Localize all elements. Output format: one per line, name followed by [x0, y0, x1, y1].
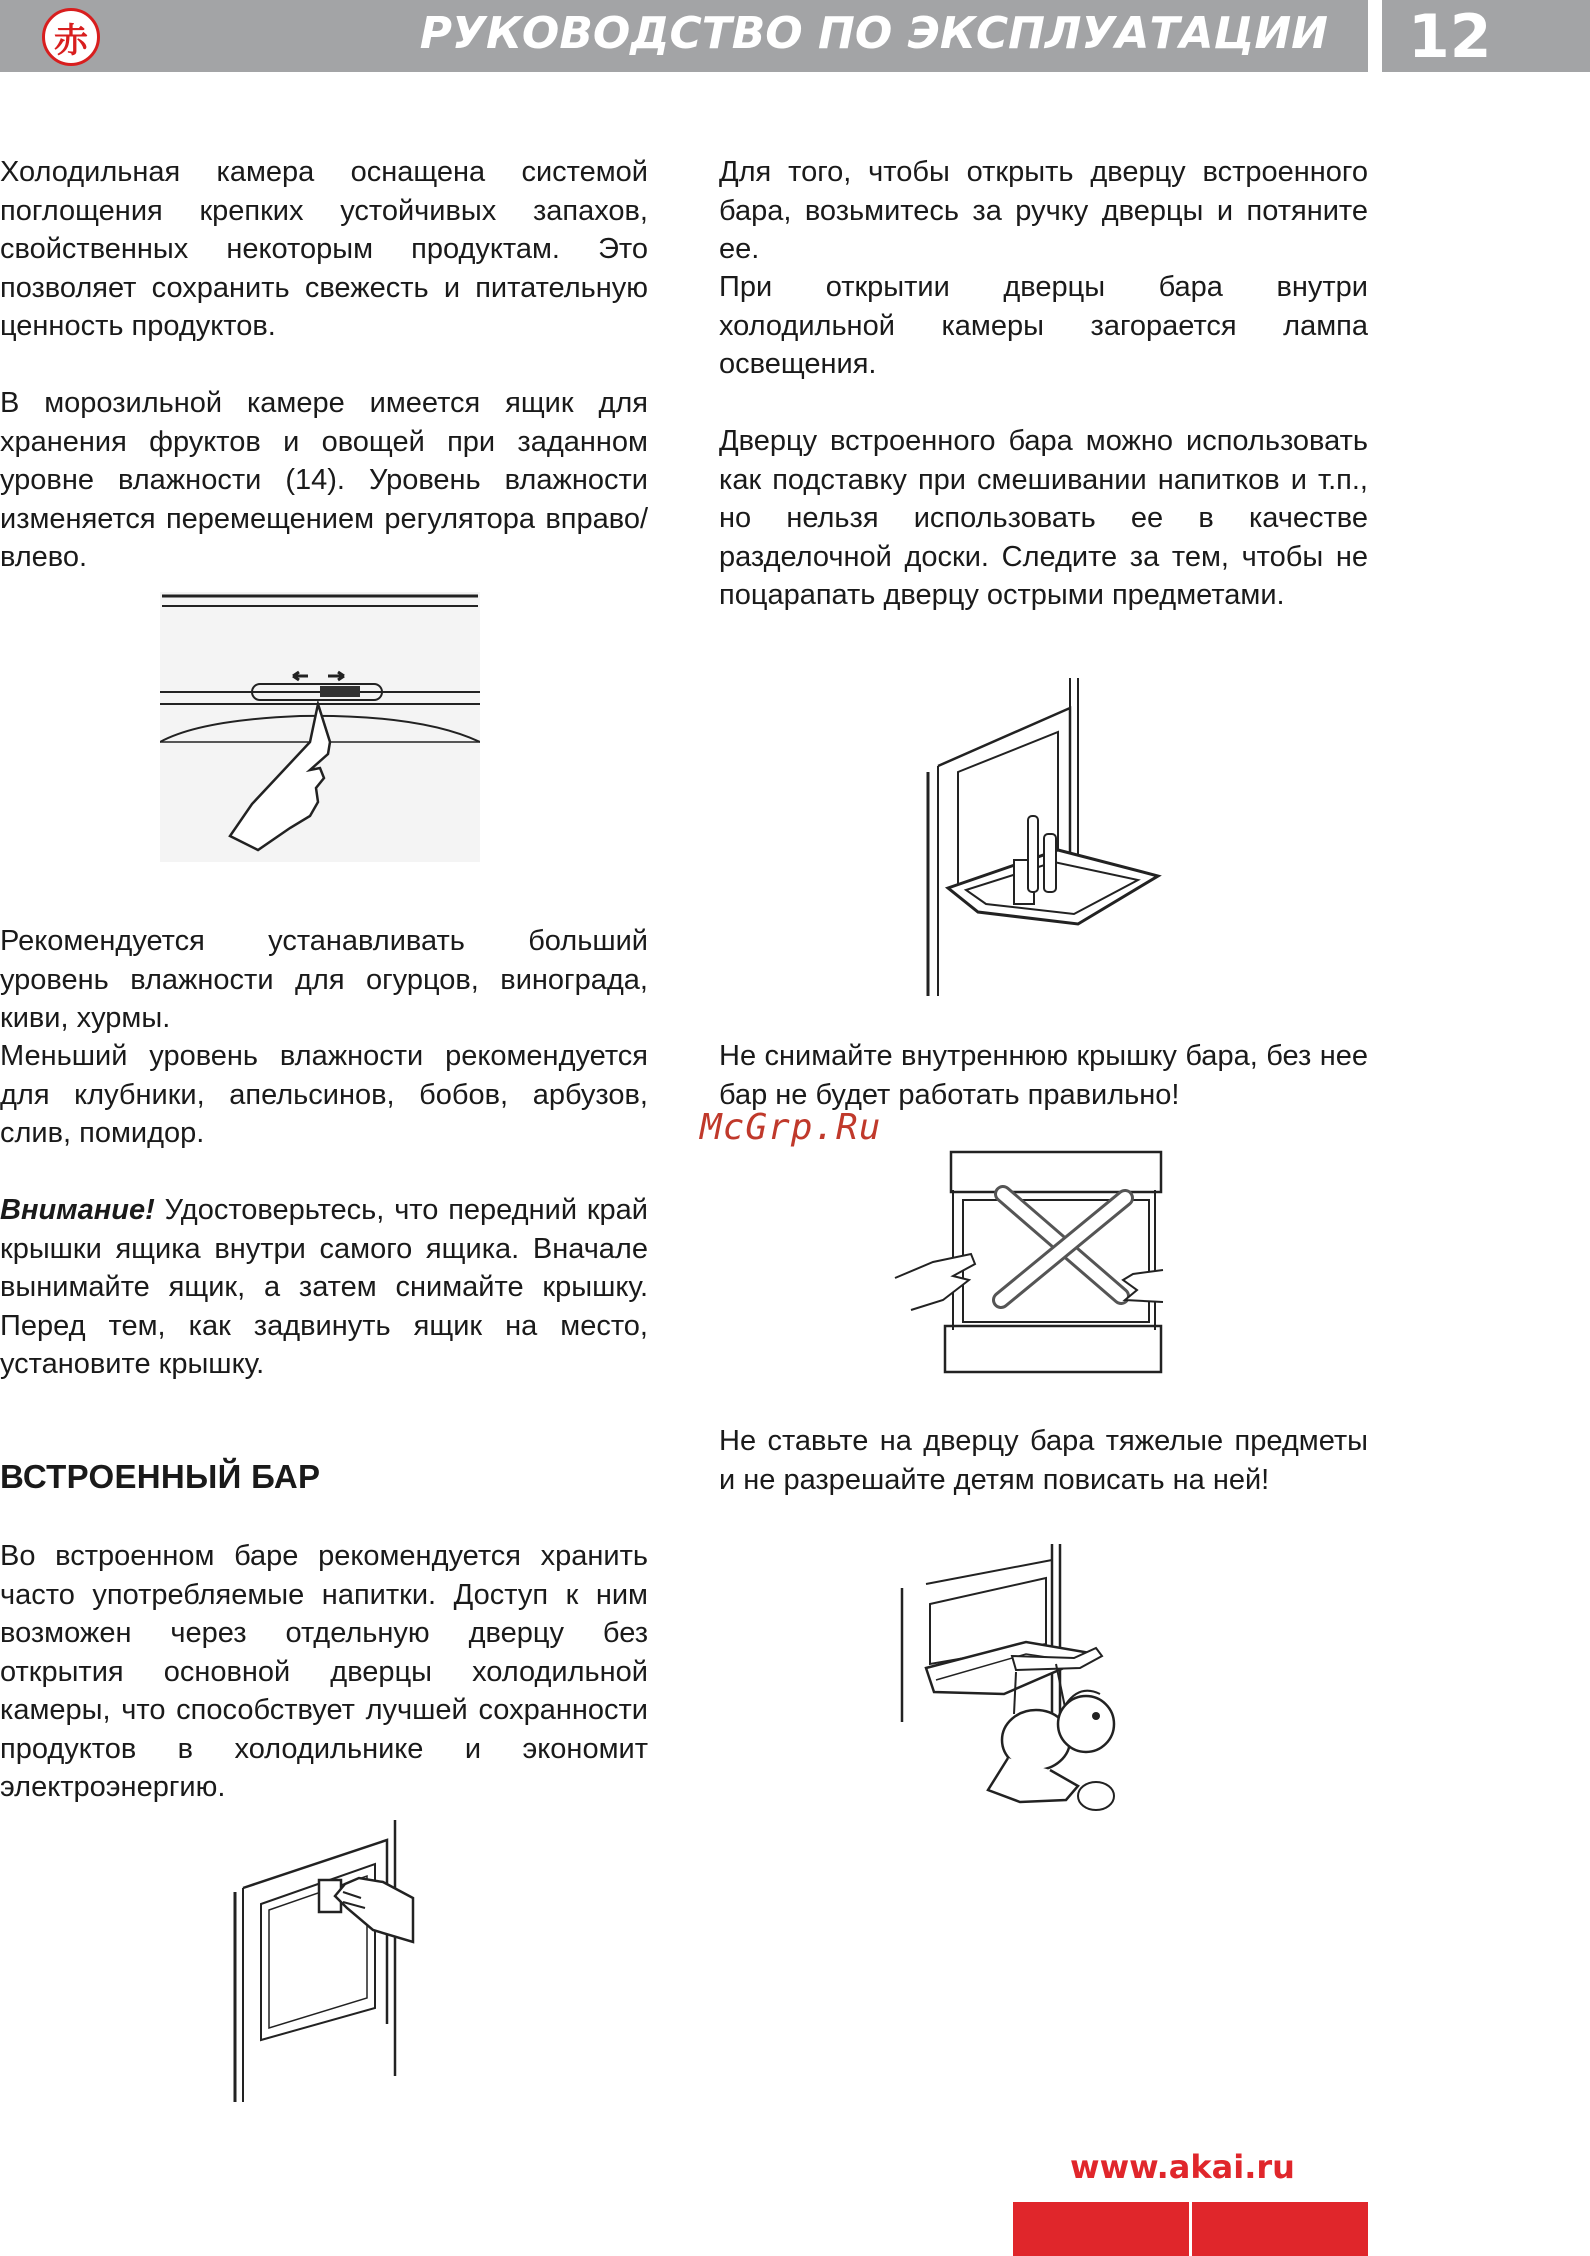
child-hanging-warning-illustration: [896, 1544, 1168, 1820]
bar-door-handle-illustration: [225, 1818, 417, 2104]
paragraph-warning: [0, 1191, 648, 1384]
watermark-text: McGrp.Ru: [700, 1107, 882, 1148]
paragraph-inner-cover: Не снимайте внутреннюю крышку бара, без нее бар не будет работать правильно!: [719, 1040, 1368, 1111]
warning-text: Удостоверьтесь, что передний край крышки ящика внутри самого ящика. Вначале вынимайте ящик, а затем снимайте крышку. Перед тем, как задвинуть ящик на место, установите крышку.: [0, 1194, 648, 1380]
footer-red-block-left: [1013, 2202, 1189, 2256]
paragraph-odor-absorption: Холодильная камера оснащена системой поглощения крепких устойчивых запахов, свойственных некоторым продуктам. Это позволяет сохранить свежесть и питательную ценность продуктов.: [0, 156, 648, 342]
paragraph-low-humidity: Меньший уровень влажности рекомендуется для клубники, апельсинов, бобов, арбузов, слив, помидор.: [0, 1040, 648, 1149]
akai-logo-icon: 赤: [42, 8, 100, 66]
humidity-regulator-illustration: [160, 592, 480, 862]
paragraph-bar-door-stand: Дверцу встроенного бара можно использовать как подставку при смешивании напитков и т.п., но нельзя использовать ее в качестве разделочной доски. Следите за тем, чтобы не поцарапать дверцу острыми предметами.: [719, 425, 1368, 611]
warning-label: Внимание!: [0, 1194, 155, 1226]
page-number: 12: [1408, 2, 1492, 72]
section-heading-built-in-bar: ВСТРОЕННЫЙ БАР: [0, 1458, 321, 1495]
inner-cover-warning-illustration: [893, 1150, 1165, 1375]
paragraph-open-bar-door: Для того, чтобы открыть дверцу встроенного бара, возьмитесь за ручку дверцы и потяните ее.: [719, 156, 1368, 265]
paragraph-high-humidity: Рекомендуется устанавливать больший уровень влажности для огурцов, винограда, киви, хурмы.: [0, 925, 648, 1034]
paragraph-bar-lamp: При открытии дверцы бара внутри холодильной камеры загорается лампа освещения.: [719, 271, 1368, 380]
paragraph-humidity-drawer: В морозильной камере имеется ящик для хранения фруктов и овощей при заданном уровне влажности (14). Уровень влажности изменяется перемещением регулятора вправо/влево.: [0, 387, 648, 573]
open-bar-door-illustration: [918, 676, 1166, 998]
document-title: РУКОВОДСТВО ПО ЭКСПЛУАТАЦИИ: [419, 8, 1328, 59]
footer-red-block-right: [1192, 2202, 1368, 2256]
website-link[interactable]: www.akai.ru: [1070, 2148, 1295, 2186]
paragraph-built-in-bar: Во встроенном баре рекомендуется хранить часто употребляемые напитки. Доступ к ним возможен через отдельную дверцу без открытия основной дверцы холодильной камеры, что способствует лучшей сохранности продуктов в холодильнике и экономит электроэнергию.: [0, 1540, 648, 1803]
paragraph-no-heavy-objects: Не ставьте на дверцу бара тяжелые предметы и не разрешайте детям повисать на ней!: [719, 1425, 1368, 1496]
